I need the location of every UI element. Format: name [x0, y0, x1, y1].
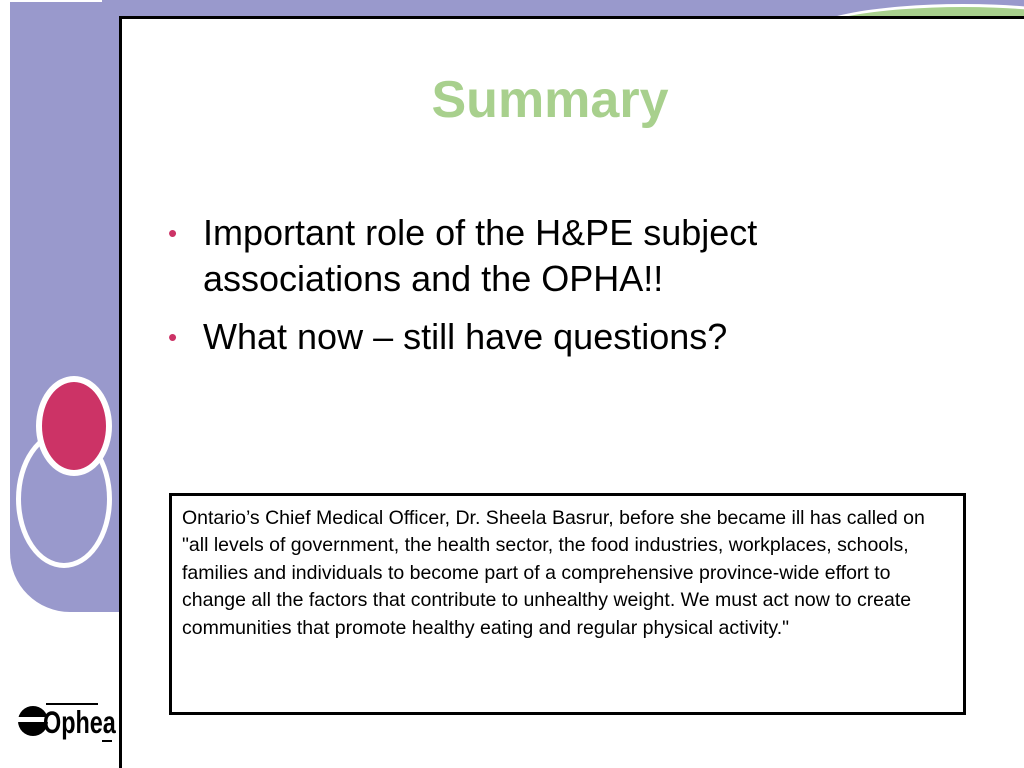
quote-text: Ontario’s Chief Medical Officer, Dr. Sheela Basrur, before she became ill has called on "all levels of government, the health sector, the food industries, workplaces, schools, families and individuals to become part of a comprehensive province-wide effort to change all the factors that contribute to unhealthy weight. We must act now to create communities that promote healthy eating and regular physical activity." [182, 507, 925, 639]
bullet-dot-icon: • [168, 218, 178, 248]
pink-circle-decor [36, 376, 112, 476]
logo-text: Ophea [43, 704, 116, 740]
bullet-item [160, 210, 920, 302]
bullet-dot-icon: • [168, 322, 178, 352]
ophea-logo [16, 696, 116, 746]
slide-title: Summary [431, 71, 669, 129]
top-white-strip [10, 0, 102, 2]
bullet-list [160, 210, 920, 372]
ophea-logo-icon [16, 696, 116, 746]
quote-box [169, 493, 966, 715]
bullet-text: What now – still have questions? [203, 316, 728, 357]
bullet-item [160, 314, 920, 360]
bullet-text: Important role of the H&PE subject associations and the OPHA!! [203, 212, 758, 299]
